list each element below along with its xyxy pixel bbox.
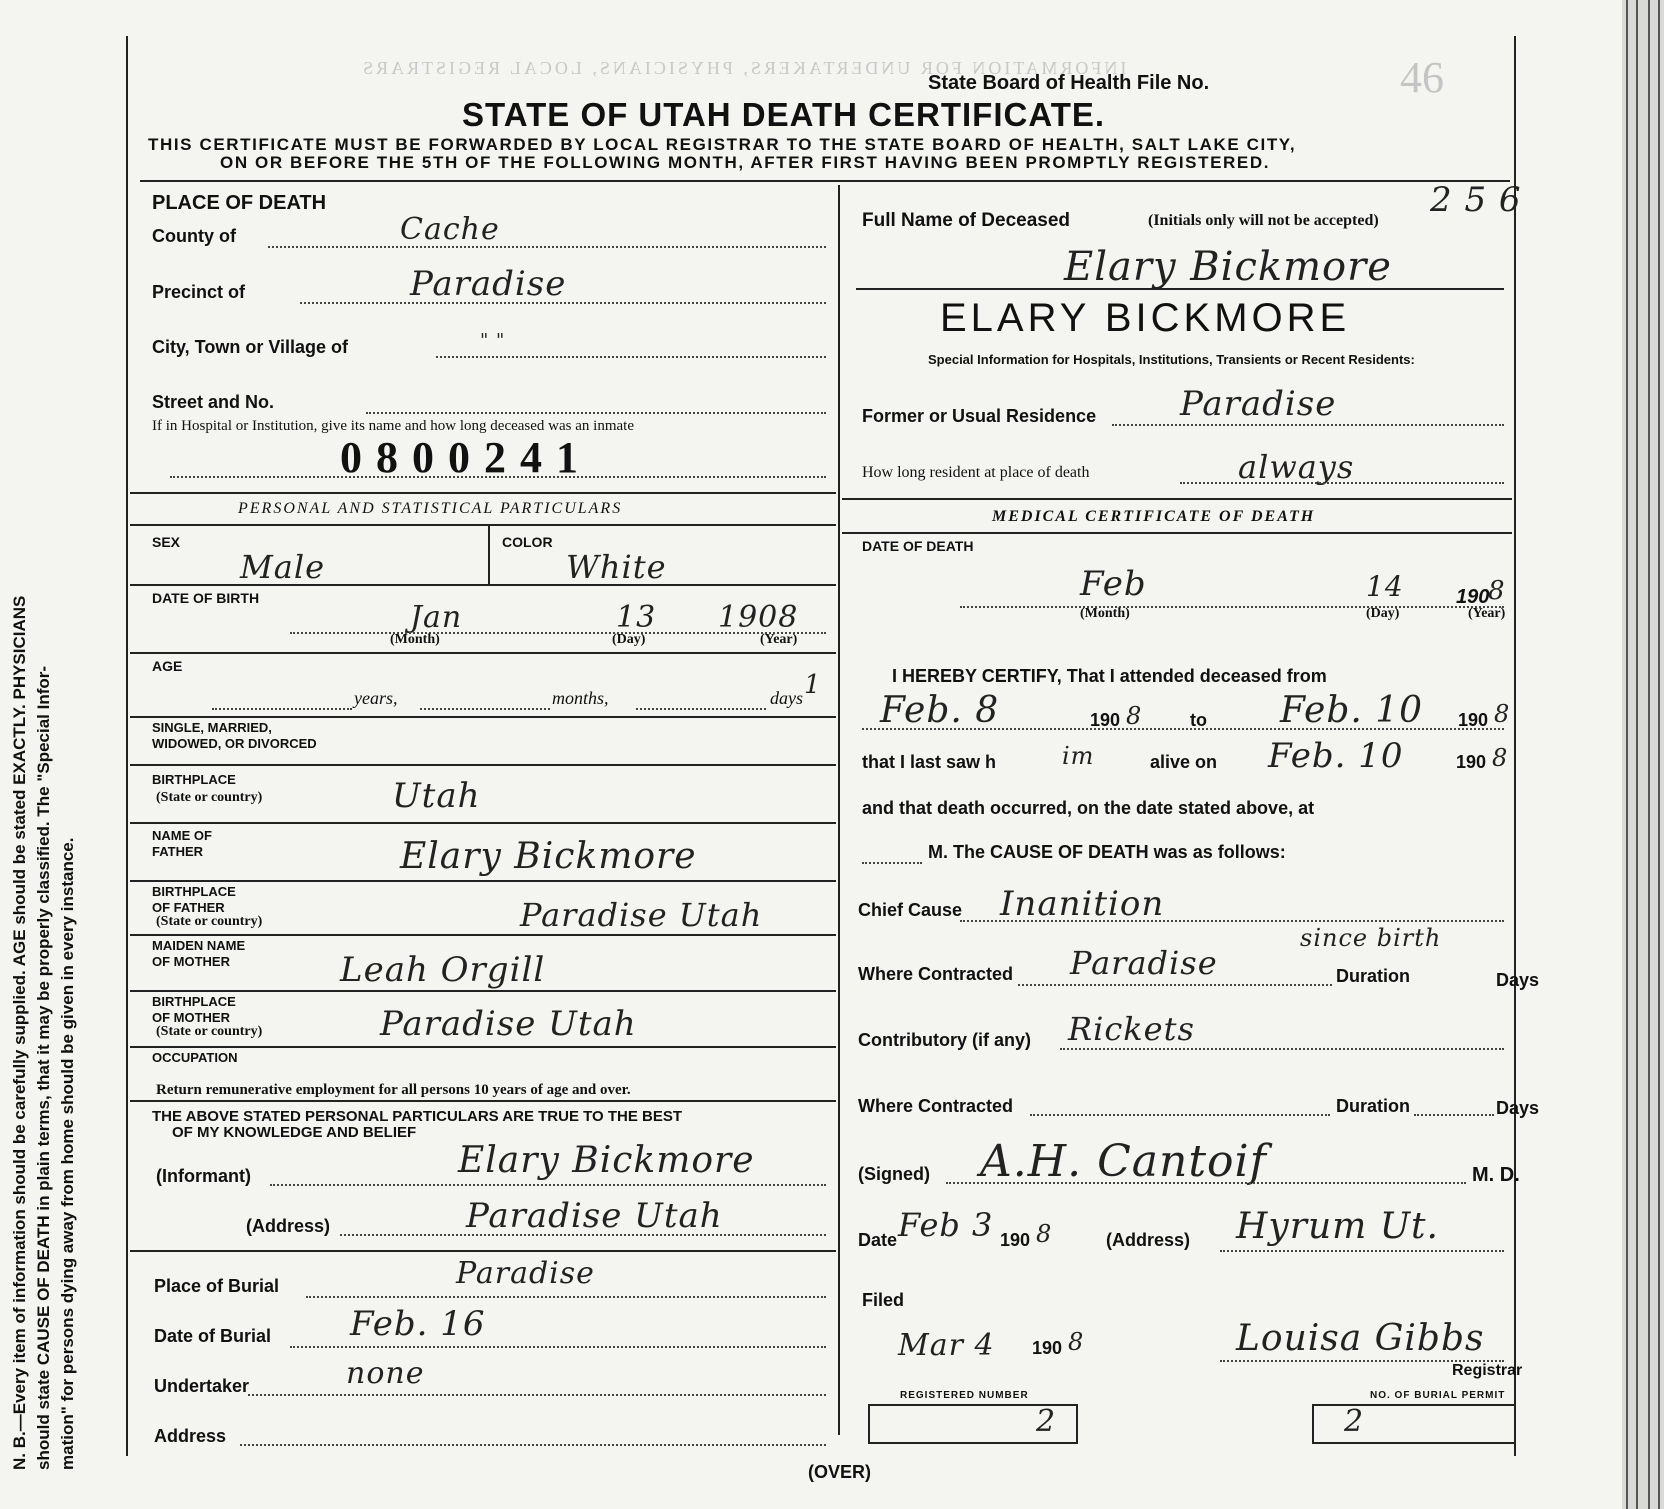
- father-label-1: NAME OF: [152, 828, 212, 843]
- days-caption: days: [770, 688, 803, 708]
- age-days-line: [636, 708, 766, 710]
- md-label: M. D.: [1472, 1164, 1520, 1186]
- row-rule: [130, 1250, 836, 1252]
- filed-year-value: 8: [1068, 1328, 1085, 1356]
- last-saw-pronoun: im: [1062, 742, 1095, 770]
- father-label-2: FATHER: [152, 844, 204, 859]
- duration-2-label: Duration: [1336, 1096, 1410, 1116]
- frame-right-border: [1514, 36, 1516, 1456]
- sign-date-value: Feb 3: [898, 1206, 994, 1244]
- instruction-line-2: ON OR BEFORE THE 5TH OF THE FOLLOWING MONTH, AFTER FIRST HAVING BEEN PROMPTLY REGISTERED.: [220, 153, 1271, 172]
- county-value: Cache: [400, 212, 500, 247]
- undertaker-value: none: [346, 1356, 425, 1391]
- signed-label: (Signed): [858, 1164, 930, 1184]
- residence-label: Former or Usual Residence: [862, 406, 1097, 426]
- mother-bp-value: Paradise Utah: [380, 1004, 637, 1044]
- years-caption: years,: [354, 688, 398, 708]
- informant-address-value: Paradise Utah: [466, 1196, 723, 1236]
- undertaker-label: Undertaker: [154, 1376, 250, 1396]
- informant-value: Elary Bickmore: [458, 1140, 755, 1181]
- age-years-line: [212, 708, 352, 710]
- special-info-label: Special Information for Hospitals, Institutions, Transients or Recent Residents:: [928, 352, 1415, 367]
- registrar-signature: Louisa Gibbs: [1236, 1318, 1485, 1359]
- mother-label-2: OF MOTHER: [152, 954, 230, 969]
- birthplace-value: Utah: [392, 776, 481, 816]
- hospital-label: If in Hospital or Institution, give its name and how long deceased was an inmate: [152, 418, 634, 434]
- row-rule: [130, 822, 836, 824]
- filed-year-prefix: 190: [1032, 1338, 1063, 1358]
- row-rule: [130, 1046, 836, 1048]
- informant-address-label: (Address): [246, 1216, 331, 1236]
- row-rule: [130, 652, 836, 654]
- row-rule: [130, 584, 836, 586]
- hospital-line: [170, 476, 826, 478]
- where-contracted-value: Paradise: [1070, 944, 1218, 982]
- row-rule: [130, 716, 836, 718]
- personal-rule-top: [130, 492, 836, 494]
- dob-month-caption: (Month): [390, 632, 440, 647]
- sex-color-divider: [488, 524, 490, 584]
- father-bp-state-caption: (State or country): [156, 914, 263, 929]
- from-year-value: 8: [1126, 702, 1143, 730]
- last-saw-text-1: that I last saw h: [862, 752, 997, 772]
- cause-intro: M. The CAUSE OF DEATH was as follows:: [928, 842, 1286, 862]
- dod-day-value: 14: [1366, 570, 1404, 603]
- sign-year-value: 8: [1036, 1220, 1053, 1248]
- city-line: [436, 356, 826, 358]
- dod-label: DATE OF DEATH: [862, 538, 974, 554]
- to-year-prefix: 190: [1458, 710, 1489, 730]
- side-note-line-2: should state CAUSE OF DEATH in plain terms, that it may be properly classified. The "Special Infor-: [34, 665, 53, 1470]
- father-value: Elary Bickmore: [400, 836, 697, 877]
- file-number-handwritten: 2 5 6: [1430, 180, 1522, 220]
- from-year-prefix: 190: [1090, 710, 1121, 730]
- last-saw-year-value: 8: [1492, 744, 1509, 772]
- undertaker-address-label: Address: [154, 1426, 227, 1446]
- sex-value: Male: [240, 548, 326, 586]
- burial-place-value: Paradise: [456, 1256, 595, 1291]
- sign-date-label: Date: [858, 1230, 898, 1250]
- dod-month-value: Feb: [1080, 564, 1147, 604]
- sex-label: SEX: [152, 534, 181, 550]
- burial-date-line: [290, 1346, 826, 1348]
- chief-cause-value: Inanition: [1000, 884, 1165, 924]
- last-saw-date-value: Feb. 10: [1268, 736, 1404, 776]
- sign-year-prefix: 190: [1000, 1230, 1031, 1250]
- row-rule: [130, 990, 836, 992]
- occurred-time-line: [862, 862, 922, 864]
- occurred-text: and that death occurred, on the date stated above, at: [862, 798, 1315, 818]
- page-number: 46: [1400, 53, 1444, 102]
- city-value: " ": [480, 330, 506, 351]
- days-2-label: Days: [1496, 1098, 1540, 1118]
- deceased-name-handwritten: Elary Bickmore: [1064, 244, 1392, 290]
- resident-line: [1180, 482, 1504, 484]
- undertaker-address-line: [240, 1444, 826, 1446]
- father-bp-label-1: BIRTHPLACE: [152, 884, 236, 899]
- doctor-address-value: Hyrum Ut.: [1236, 1206, 1439, 1247]
- deceased-name-printed: ELARY BICKMORE: [940, 296, 1351, 340]
- street-label: Street and No.: [152, 392, 275, 412]
- file-no-label: State Board of Health File No.: [928, 72, 1210, 94]
- from-date-value: Feb. 8: [880, 690, 1000, 731]
- city-label: City, Town or Village of: [152, 337, 349, 357]
- contributory-line: [1060, 1048, 1504, 1050]
- side-instructions: [8, 70, 108, 1470]
- residence-line: [1112, 424, 1504, 426]
- birthplace-label: BIRTHPLACE: [152, 772, 236, 787]
- page-stack-edge: [1622, 0, 1664, 1509]
- attended-line: [862, 728, 1504, 730]
- occupation-note: Return remunerative employment for all persons 10 years of age and over.: [156, 1082, 631, 1098]
- side-note-line-3: mation" for persons dying away from home should be given in every instance.: [58, 837, 77, 1470]
- stamp-number: 0800241: [340, 433, 592, 482]
- dob-year-value: 1908: [718, 600, 799, 635]
- days-label: Days: [1496, 970, 1540, 990]
- mirrored-back-text: INFORMATION FOR UNDERTAKERS, PHYSICIANS, LOCAL REGISTRARS: [360, 58, 1127, 78]
- dod-day-caption: (Day): [1366, 606, 1400, 621]
- duration-value: since birth: [1300, 924, 1442, 952]
- row-rule: [130, 880, 836, 882]
- to-date-value: Feb. 10: [1280, 690, 1424, 731]
- dod-year-caption: (Year): [1468, 606, 1506, 621]
- mother-bp-label-2: OF MOTHER: [152, 1010, 230, 1025]
- county-line: [268, 246, 826, 248]
- mother-bp-state-caption: (State or country): [156, 1024, 263, 1039]
- medical-heading: MEDICAL CERTIFICATE OF DEATH: [992, 508, 1316, 525]
- reg-number-value: 2: [1036, 1404, 1057, 1439]
- deceased-name-line: [856, 288, 1504, 290]
- where-contracted-2-label: Where Contracted: [858, 1096, 1014, 1116]
- last-saw-year-prefix: 190: [1456, 752, 1487, 772]
- resident-label: How long resident at place of death: [862, 464, 1090, 481]
- mother-bp-label-1: BIRTHPLACE: [152, 994, 236, 1009]
- medical-rule-top: [842, 498, 1512, 500]
- attest-line-2: OF MY KNOWLEDGE AND BELIEF: [172, 1124, 417, 1141]
- burial-permit-label: NO. OF BURIAL PERMIT: [1370, 1390, 1506, 1401]
- resident-value: always: [1238, 448, 1355, 486]
- informant-address-line: [340, 1234, 826, 1236]
- header-rule: [140, 180, 1510, 182]
- certify-text: I HEREBY CERTIFY, That I attended deceased from: [892, 666, 1327, 686]
- burial-place-label: Place of Burial: [154, 1276, 280, 1296]
- dod-line: [960, 606, 1504, 608]
- contributory-value: Rickets: [1068, 1010, 1195, 1048]
- to-label: to: [1190, 710, 1207, 730]
- age-months-line: [420, 708, 550, 710]
- attest-line-1: THE ABOVE STATED PERSONAL PARTICULARS ARE TRUE TO THE BEST: [152, 1108, 683, 1125]
- months-caption: months,: [552, 688, 609, 708]
- doctor-address-label: (Address): [1106, 1230, 1191, 1250]
- where-contracted-line: [1018, 984, 1332, 986]
- where-contracted-label: Where Contracted: [858, 964, 1014, 984]
- registrar-label: Registrar: [1452, 1362, 1523, 1379]
- dod-year-value: 8: [1488, 576, 1506, 606]
- dob-line: [290, 632, 826, 634]
- dob-day-caption: (Day): [612, 632, 646, 647]
- row-rule: [130, 1100, 836, 1102]
- to-year-value: 8: [1494, 700, 1511, 728]
- reg-number-label: REGISTERED NUMBER: [900, 1390, 1029, 1401]
- precinct-line: [300, 302, 826, 304]
- personal-heading: PERSONAL AND STATISTICAL PARTICULARS: [238, 500, 623, 517]
- burial-date-value: Feb. 16: [350, 1304, 486, 1344]
- informant-label: (Informant): [156, 1166, 251, 1186]
- precinct-value: Paradise: [410, 264, 567, 304]
- precinct-label: Precinct of: [152, 282, 246, 302]
- where-contracted-2-line: [1030, 1114, 1330, 1116]
- marital-label-1: SINGLE, MARRIED,: [152, 720, 272, 735]
- over-label: (OVER): [808, 1462, 871, 1482]
- chief-cause-label: Chief Cause: [858, 900, 963, 920]
- dob-year-caption: (Year): [760, 632, 798, 647]
- burial-date-label: Date of Burial: [154, 1326, 272, 1346]
- personal-rule-bottom: [130, 524, 836, 526]
- certificate-title: STATE OF UTAH DEATH CERTIFICATE.: [462, 96, 1106, 133]
- side-note-line-1: N. B.—Every item of information should be carefully supplied. AGE should be stated EXACTLY. PHYSICIANS: [10, 595, 29, 1470]
- filed-date-value: Mar 4: [898, 1328, 995, 1363]
- column-divider: [838, 185, 840, 1435]
- signed-value: A.H. Cantoif: [980, 1136, 1267, 1187]
- birthplace-state-caption: (State or country): [156, 790, 263, 805]
- contributory-label: Contributory (if any): [858, 1030, 1031, 1050]
- frame-left-border: [126, 36, 128, 1456]
- duration-label: Duration: [1336, 966, 1410, 986]
- color-label: COLOR: [502, 534, 553, 550]
- father-bp-value: Paradise Utah: [520, 896, 763, 934]
- chief-cause-line: [960, 920, 1504, 922]
- burial-permit-value: 2: [1344, 1404, 1365, 1439]
- residence-value: Paradise: [1180, 384, 1337, 424]
- undertaker-line: [248, 1394, 826, 1396]
- age-label: AGE: [152, 658, 183, 674]
- dob-day-value: 13: [616, 600, 657, 635]
- signed-line: [946, 1182, 1466, 1184]
- place-of-death-heading: PLACE OF DEATH: [152, 192, 327, 214]
- deceased-name-label: Full Name of Deceased: [862, 210, 1071, 231]
- burial-place-line: [306, 1296, 826, 1298]
- row-rule: [130, 934, 836, 936]
- row-rule: [130, 764, 836, 766]
- father-bp-label-2: OF FATHER: [152, 900, 225, 915]
- doctor-address-line: [1220, 1250, 1504, 1252]
- age-days-value: 1: [804, 670, 822, 700]
- dob-label: DATE OF BIRTH: [152, 590, 260, 606]
- instruction-line-1: THIS CERTIFICATE MUST BE FORWARDED BY LOCAL REGISTRAR TO THE STATE BOARD OF HEALTH, SALT LAKE CITY,: [148, 135, 1297, 154]
- filed-label: Filed: [862, 1290, 905, 1310]
- county-label: County of: [152, 226, 236, 246]
- dob-month-value: Jan: [410, 600, 463, 635]
- last-saw-text-2: alive on: [1150, 752, 1218, 772]
- occupation-label: OCCUPATION: [152, 1050, 238, 1065]
- informant-line: [270, 1184, 826, 1186]
- duration-2-line: [1414, 1114, 1494, 1116]
- mother-value: Leah Orgill: [340, 950, 546, 990]
- dod-month-caption: (Month): [1080, 606, 1130, 621]
- street-line: [366, 412, 826, 414]
- mother-label-1: MAIDEN NAME: [152, 938, 246, 953]
- deceased-name-note: (Initials only will not be accepted): [1148, 212, 1379, 229]
- medical-rule-bottom: [842, 532, 1512, 534]
- marital-label-2: WIDOWED, OR DIVORCED: [152, 736, 317, 751]
- dod-year-prefix: 190: [1456, 586, 1490, 608]
- color-value: White: [566, 548, 667, 586]
- burial-permit-box: [1312, 1404, 1516, 1444]
